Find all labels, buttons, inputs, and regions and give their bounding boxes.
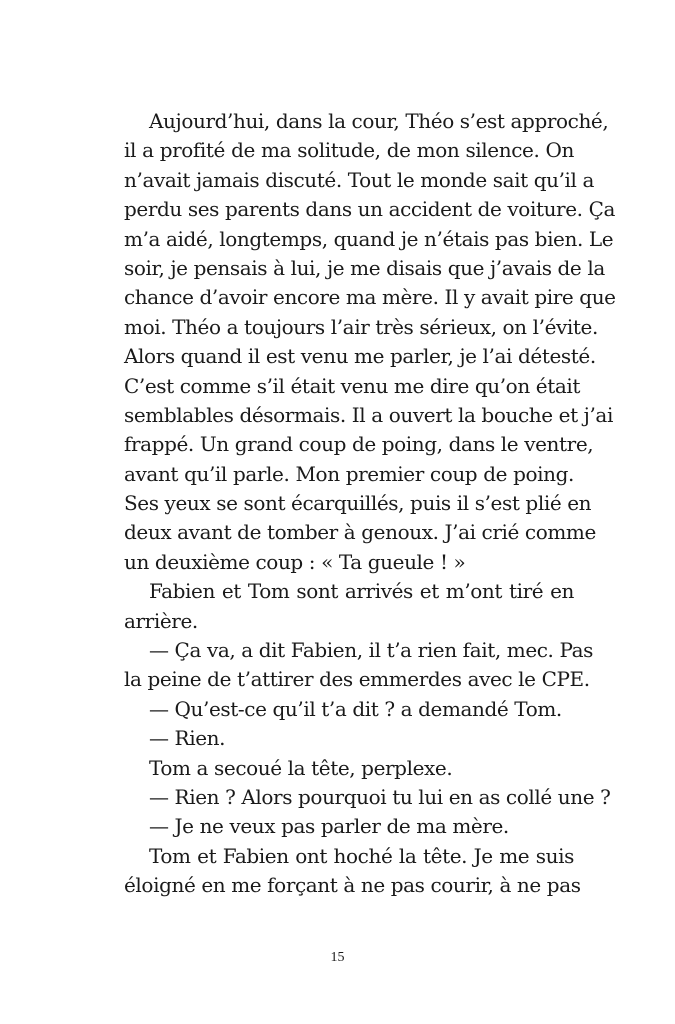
text-line: Ses yeux se sont écarquillés, puis il s’est plié en xyxy=(124,491,592,516)
text-line: Tom et Fabien ont hoché la tête. Je me suis xyxy=(149,843,574,868)
text-line: — Je ne veux pas parler de ma mère. xyxy=(149,814,509,839)
text-line: frappé. Un grand coup de poing, dans le ventre, xyxy=(124,432,594,457)
text-line: moi. Théo a toujours l’air très sérieux, on l’évite. xyxy=(124,314,598,339)
text-line: deux avant de tomber à genoux. J’ai crié comme xyxy=(124,520,596,545)
text-line: Aujourd’hui, dans la cour, Théo s’est approché, xyxy=(149,109,609,133)
text-line: semblables désormais. Il a ouvert la bouche et j’ai xyxy=(124,402,613,427)
text-line: chance d’avoir encore ma mère. Il y avait pire que xyxy=(124,285,616,310)
body-text xyxy=(124,107,616,901)
text-line: il a profité de ma solitude, de mon silence. On xyxy=(124,138,574,163)
text-line: n’avait jamais discuté. Tout le monde sait qu’il a xyxy=(124,167,595,192)
text-line: arrière. xyxy=(124,608,198,633)
text-line: éloigné en me forçant à ne pas courir, à ne pas xyxy=(124,873,581,898)
text-line: perdu ses parents dans un accident de voiture. Ça xyxy=(124,197,615,222)
text-line: Tom a secoué la tête, perplexe. xyxy=(149,755,453,780)
page-number: 15 xyxy=(330,950,345,965)
text-line: la peine de t’attirer des emmerdes avec le CPE. xyxy=(124,667,590,692)
text-line: Alors quand il est venu me parler, je l’ai détesté. xyxy=(124,344,596,369)
text-line: avant qu’il parle. Mon premier coup de poing. xyxy=(124,461,574,486)
text-line: — Rien ? Alors pourquoi tu lui en as collé une ? xyxy=(149,784,611,809)
text-line: un deuxième coup : « Ta gueule ! » xyxy=(124,549,466,574)
text-line: m’a aidé, longtemps, quand je n’étais pas bien. Le xyxy=(124,226,614,251)
text-line: — Rien. xyxy=(149,726,226,751)
text-line: soir, je pensais à lui, je me disais que j’avais de la xyxy=(124,255,605,280)
text-line: — Qu’est-ce qu’il t’a dit ? a demandé Tom. xyxy=(149,696,562,721)
text-line: Fabien et Tom sont arrivés et m’ont tiré en xyxy=(149,579,574,604)
text-line: C’est comme s’il était venu me dire qu’on était xyxy=(124,373,580,398)
text-line: — Ça va, a dit Fabien, il t’a rien fait, mec. Pas xyxy=(149,638,594,663)
